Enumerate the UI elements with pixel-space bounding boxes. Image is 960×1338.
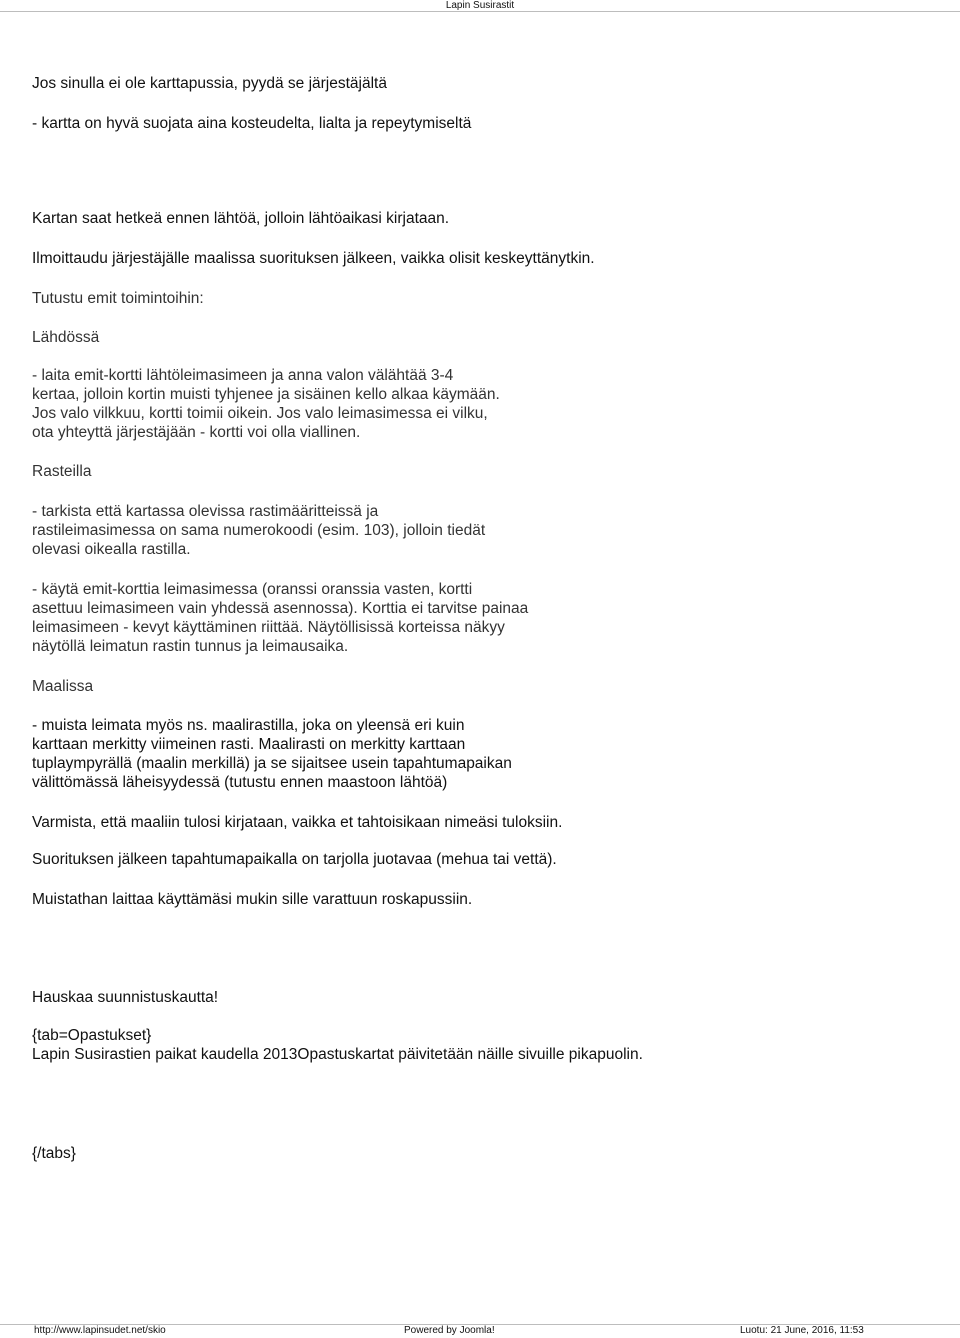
text-line: kertaa, jolloin kortin muisti tyhjenee ja sisäinen kello alkaa käymään. — [32, 386, 500, 403]
text-line: Suorituksen jälkeen tapahtumapaikalla on tarjolla juotavaa (mehua tai vettä). — [32, 851, 557, 868]
section-heading: Lähdössä — [32, 329, 100, 346]
text-line: asettuu leimasimeen vain yhdessä asennossa). Korttia ei tarvitse painaa — [32, 600, 529, 617]
text-line: Varmista, että maaliin tulosi kirjataan, vaikka et tahtoisikaan nimeäsi tuloksiin. — [32, 814, 563, 831]
text-line: - käytä emit-korttia leimasimessa (oranssi oranssia vasten, kortti — [32, 581, 473, 598]
text-line: karttaan merkitty viimeinen rasti. Maalirasti on merkitty karttaan — [32, 736, 466, 753]
footer-created-date: Luotu: 21 June, 2016, 11:53 — [740, 1325, 864, 1336]
text-line: - tarkista että kartassa olevissa rastimääritteissä ja — [32, 503, 379, 520]
text-line: Hauskaa suunnistuskautta! — [32, 989, 219, 1006]
text-line: välittömässä läheisyydessä (tutustu ennen maastoon lähtöä) — [32, 774, 448, 791]
text-line: - laita emit-kortti lähtöleimasimeen ja anna valon välähtää 3-4 — [32, 367, 454, 384]
page-header: Lapin Susirastit — [445, 0, 515, 11]
text-line: Lapin Susirastien paikat kaudella 2013Opastuskartat päivitetään näille sivuille pikapuolin. — [32, 1046, 643, 1063]
text-line: ota yhteyttä järjestäjään - kortti voi olla viallinen. — [32, 424, 361, 441]
text-line: - kartta on hyvä suojata aina kosteudelta, lialta ja repeytymiseltä — [32, 115, 472, 132]
header-divider — [0, 11, 960, 12]
section-heading: Maalissa — [32, 678, 94, 695]
text-line: olevasi oikealla rastilla. — [32, 541, 191, 558]
footer-url[interactable]: http://www.lapinsudet.net/skio — [34, 1325, 166, 1336]
text-line: Ilmoittaudu järjestäjälle maalissa suorituksen jälkeen, vaikka olisit keskeyttänytkin. — [32, 250, 595, 267]
footer-powered-by: Powered by Joomla! — [404, 1325, 495, 1336]
section-heading: Rasteilla — [32, 463, 92, 480]
text-line: Jos sinulla ei ole karttapussia, pyydä se järjestäjältä — [32, 75, 387, 92]
text-line: tuplaympyrällä (maalin merkillä) ja se sijaitsee usein tapahtumapaikan — [32, 755, 512, 772]
text-line: {tab=Opastukset} — [32, 1027, 152, 1044]
text-line: Kartan saat hetkeä ennen lähtöä, jolloin lähtöaikasi kirjataan. — [32, 210, 450, 227]
text-line: näytöllä leimatun rastin tunnus ja leimausaika. — [32, 638, 349, 655]
text-line: rastileimasimessa on sama numerokoodi (esim. 103), jolloin tiedät — [32, 522, 486, 539]
text-line: leimasimeen - kevyt käyttäminen riittää. Näytöllisissä korteissa näkyy — [32, 619, 505, 636]
text-line: - muista leimata myös ns. maalirastilla, joka on yleensä eri kuin — [32, 717, 465, 734]
text-line: Tutustu emit toimintoihin: — [32, 290, 204, 307]
text-line: Muistathan laittaa käyttämäsi mukin sille varattuun roskapussiin. — [32, 891, 473, 908]
text-line: Jos valo vilkkuu, kortti toimii oikein. Jos valo leimasimessa ei vilku, — [32, 405, 488, 422]
text-line: {/tabs} — [32, 1145, 76, 1162]
